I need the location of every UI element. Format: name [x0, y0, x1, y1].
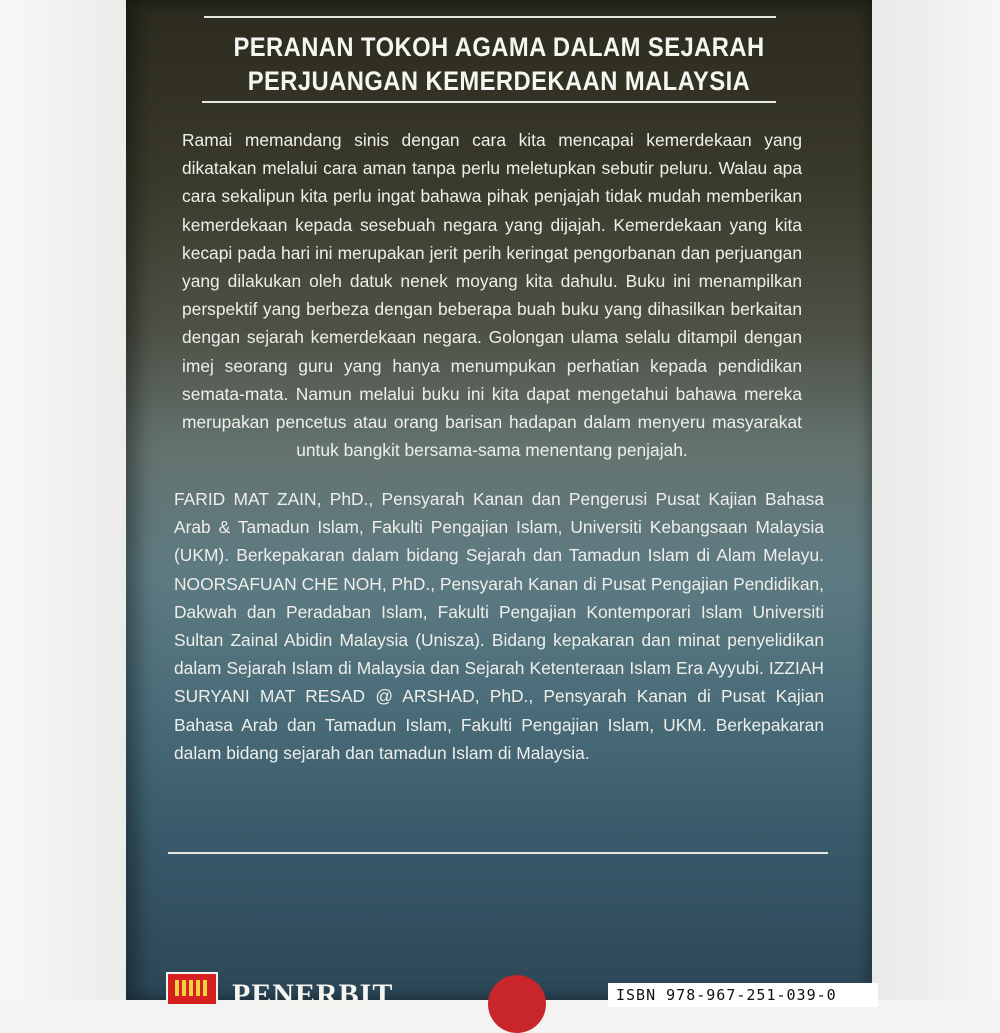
- book-title-line-1: PERANAN TOKOH AGAMA DALAM SEJARAH: [233, 32, 765, 62]
- title-bottom-rule: [202, 101, 776, 103]
- book-title-line-2: PERJUANGAN KEMERDEKAAN MALAYSIA: [247, 66, 751, 96]
- publisher-name: PENERBIT: [232, 978, 394, 1011]
- book-title: [171, 30, 827, 98]
- background-right: [872, 0, 1000, 1000]
- isbn-label: ISBN 978-967-251-039-0: [608, 983, 878, 1007]
- publisher-logo-icon: [166, 972, 218, 1006]
- background-left: [0, 0, 126, 1000]
- synopsis-paragraph: Ramai memandang sinis dengan cara kita mencapai kemerdekaan yang dikatakan melalui cara aman tanpa perlu meletupkan sebutir peluru. Walau apa cara sekalipun kita perlu ingat bahawa pihak penjajah tidak mudah memberikan kemerdekaan kepada sesebuah negara yang dijajah. Kemerdekaan yang kita kecapi pada hari ini merupakan jerit perih keringat pengorbanan dan perjuangan yang dilakukan oleh datuk nenek moyang kita dahulu. Buku ini menampilkan perspektif yang berbeza dengan beberapa buah buku yang dihasilkan berkaitan dengan sejarah kemerdekaan negara. Golongan ulama selalu ditampil dengan imej seorang guru yang hanya menumpukan perhatian kepada pendidikan semata-mata. Namun melalui buku ini kita dapat mengetahui bahawa mereka merupakan pencetus atau orang barisan hadapan dalam menyeru masyarakat untuk bangkit bersama-sama menentang penjajah.: [182, 130, 802, 461]
- title-top-rule: [204, 16, 776, 18]
- red-circle-emblem: [488, 975, 546, 1033]
- book-back-cover: [126, 0, 872, 1011]
- bottom-divider: [168, 852, 828, 854]
- authors-bio-paragraph: FARID MAT ZAIN, PhD., Pensyarah Kanan dan Pengerusi Pusat Kajian Bahasa Arab & Tamadun Islam, Fakulti Pengajian Islam, Universiti Kebangsaan Malaysia (UKM). Berkepakaran dalam bidang Sejarah dan Tamadun Islam di Alam Melayu. NOORSAFUAN CHE NOH, PhD., Pensyarah Kanan di Pusat Pengajian Pendidikan, Dakwah dan Peradaban Islam, Fakulti Pengajian Kontemporari Islam Universiti Sultan Zainal Abidin Malaysia (Unisza). Bidang kepakaran dan minat penyelidikan dalam Sejarah Islam di Malaysia dan Sejarah Ketenteraan Islam Era Ayyubi. IZZIAH SURYANI MAT RESAD @ ARSHAD, PhD., Pensyarah Kanan di Pusat Kajian Bahasa Arab dan Tamadun Islam, Fakulti Pengajian Islam, UKM. Berkepakaran dalam bidang sejarah dan tamadun Islam di Malaysia.: [174, 489, 824, 763]
